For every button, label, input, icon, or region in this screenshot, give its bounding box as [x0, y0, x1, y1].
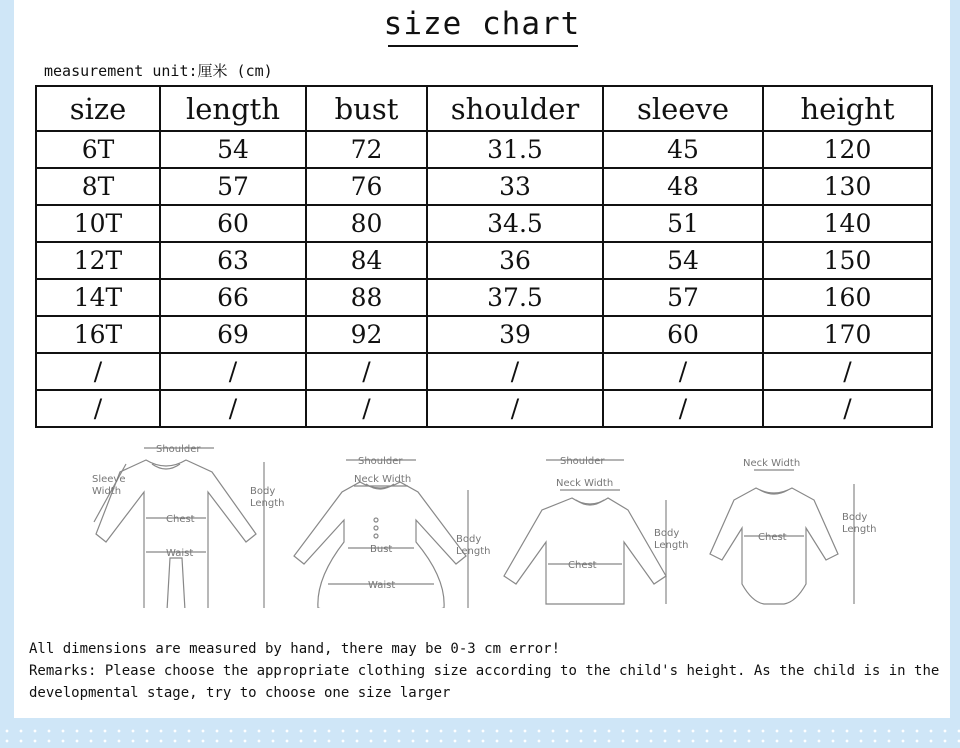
cell-bust: / — [306, 390, 427, 427]
cell-sleeve: 45 — [603, 131, 763, 168]
dress-length-label: Length — [456, 546, 491, 557]
cell-size: 12T — [36, 242, 160, 279]
cell-size: 8T — [36, 168, 160, 205]
cell-size: 14T — [36, 279, 160, 316]
header-bust: bust — [306, 86, 427, 131]
header-size: size — [36, 86, 160, 131]
dress-body-label: Body — [456, 534, 482, 545]
dress-shoulder-label: Shoulder — [358, 456, 403, 467]
cell-height: 170 — [763, 316, 932, 353]
cell-length: 63 — [160, 242, 306, 279]
page-title: size chart — [383, 6, 581, 42]
frame-dots — [0, 726, 960, 748]
cell-length: / — [160, 353, 306, 390]
cell-size: 10T — [36, 205, 160, 242]
dress-waist-label: Waist — [368, 580, 396, 591]
cell-length: 54 — [160, 131, 306, 168]
cell-sleeve: / — [603, 353, 763, 390]
cell-bust: 92 — [306, 316, 427, 353]
note-remarks: Remarks: Please choose the appropriate clothing size according to the child's height. As the child is in the developmental stage, try to choose one size larger — [29, 663, 940, 701]
romper-body-label: Body — [250, 486, 276, 497]
cell-length: 57 — [160, 168, 306, 205]
bodysuit-chest-label: Chest — [758, 532, 787, 543]
top-neck-label: Neck Width — [556, 478, 614, 489]
table-row — [36, 316, 932, 353]
cell-bust: 88 — [306, 279, 427, 316]
header-length: length — [160, 86, 306, 131]
cell-size: 6T — [36, 131, 160, 168]
bodysuit-body-label: Body — [842, 512, 868, 523]
garment-diagrams — [86, 438, 886, 608]
cell-shoulder: 37.5 — [427, 279, 603, 316]
top-body-label: Body — [654, 528, 680, 539]
cell-length: 66 — [160, 279, 306, 316]
romper-diagram-icon — [94, 448, 264, 608]
table-row — [36, 205, 932, 242]
romper-length-label: Length — [250, 498, 285, 509]
top-shoulder-label: Shoulder — [560, 456, 605, 467]
cell-bust: 76 — [306, 168, 427, 205]
cell-height: 160 — [763, 279, 932, 316]
romper-sleeve-label-2: Width — [92, 486, 122, 497]
dress-bust-label: Bust — [370, 544, 393, 555]
cell-bust: 84 — [306, 242, 427, 279]
dress-neck-label: Neck Width — [354, 474, 412, 485]
cell-shoulder: / — [427, 353, 603, 390]
cell-height: 130 — [763, 168, 932, 205]
cell-length: 69 — [160, 316, 306, 353]
top-chest-label: Chest — [568, 560, 597, 571]
cell-sleeve: 54 — [603, 242, 763, 279]
cell-sleeve: 51 — [603, 205, 763, 242]
header-sleeve: sleeve — [603, 86, 763, 131]
cell-size: / — [36, 390, 160, 427]
cell-shoulder: / — [427, 390, 603, 427]
romper-chest-label: Chest — [166, 514, 195, 525]
table-row — [36, 279, 932, 316]
size-table — [35, 85, 933, 428]
cell-shoulder: 31.5 — [427, 131, 603, 168]
table-row — [36, 168, 932, 205]
note-measurement-error: All dimensions are measured by hand, there may be 0-3 cm error! — [29, 641, 561, 657]
cell-sleeve: / — [603, 390, 763, 427]
cell-height: 120 — [763, 131, 932, 168]
cell-sleeve: 48 — [603, 168, 763, 205]
cell-bust: 72 — [306, 131, 427, 168]
bodysuit-length-label: Length — [842, 524, 877, 535]
cell-length: 60 — [160, 205, 306, 242]
cell-shoulder: 34.5 — [427, 205, 603, 242]
cell-sleeve: 57 — [603, 279, 763, 316]
cell-shoulder: 36 — [427, 242, 603, 279]
table-header-row — [36, 86, 932, 131]
header-shoulder: shoulder — [427, 86, 603, 131]
bodysuit-neck-label: Neck Width — [743, 458, 801, 469]
top-length-label: Length — [654, 540, 689, 551]
cell-size: / — [36, 353, 160, 390]
table-row — [36, 353, 932, 390]
cell-size: 16T — [36, 316, 160, 353]
notes — [29, 638, 944, 704]
header-height: height — [763, 86, 932, 131]
cell-shoulder: 39 — [427, 316, 603, 353]
table-row — [36, 390, 932, 427]
romper-waist-label: Waist — [166, 548, 194, 559]
cell-height: 140 — [763, 205, 932, 242]
cell-shoulder: 33 — [427, 168, 603, 205]
measurement-unit-label: measurement unit:厘米 (cm) — [44, 62, 273, 80]
cell-sleeve: 60 — [603, 316, 763, 353]
cell-height: / — [763, 390, 932, 427]
title-underline — [388, 45, 578, 47]
cell-bust: 80 — [306, 205, 427, 242]
table-row — [36, 242, 932, 279]
table-row — [36, 131, 932, 168]
romper-shoulder-label: Shoulder — [156, 444, 201, 455]
cell-bust: / — [306, 353, 427, 390]
cell-length: / — [160, 390, 306, 427]
romper-sleeve-label: Sleeve — [92, 474, 126, 485]
cell-height: 150 — [763, 242, 932, 279]
cell-height: / — [763, 353, 932, 390]
